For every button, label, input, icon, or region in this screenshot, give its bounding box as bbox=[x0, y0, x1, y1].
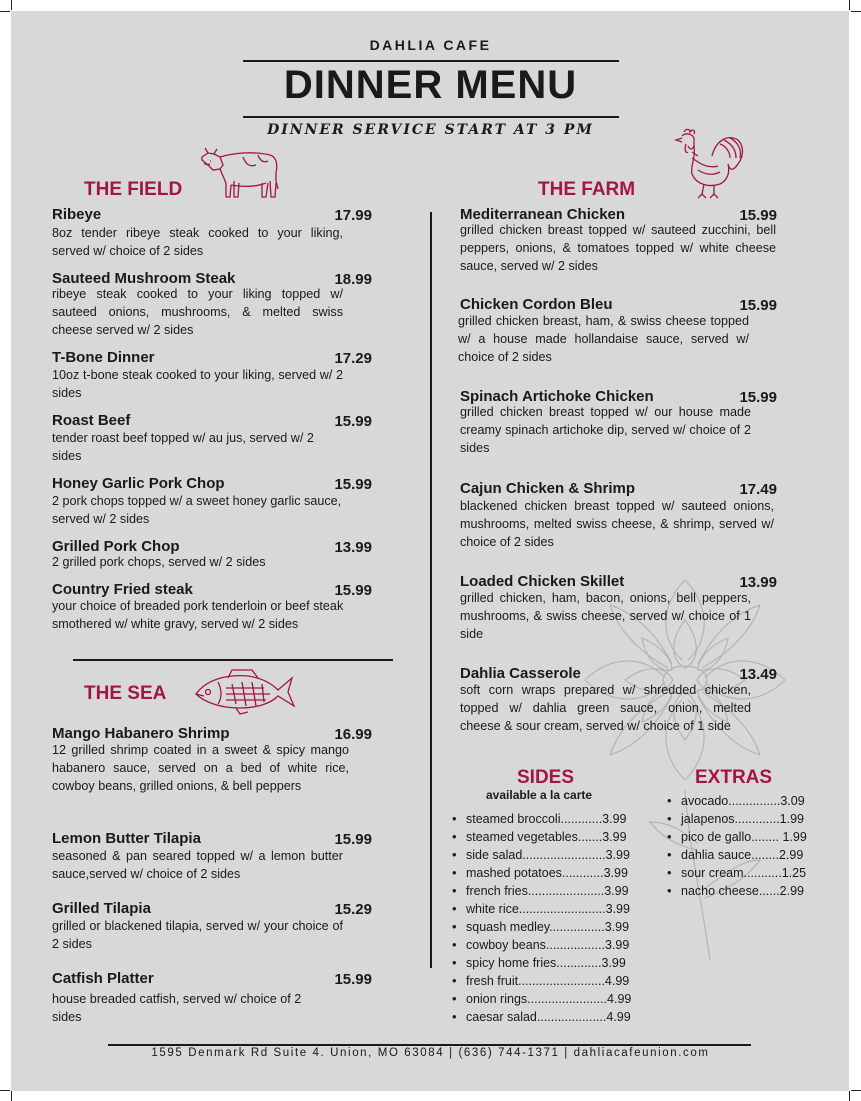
menu-item-price: 15.99 bbox=[739, 297, 777, 314]
list-item: • onion rings.......................4.99 bbox=[452, 990, 631, 1008]
menu-item-price: 15.99 bbox=[739, 207, 777, 224]
service-time-subtitle: DINNER SERVICE START AT 3 PM bbox=[267, 122, 594, 138]
menu-item-price: 15.99 bbox=[334, 831, 372, 848]
column-divider bbox=[430, 212, 432, 968]
menu-item-name: Honey Garlic Pork Chop bbox=[52, 475, 225, 492]
list-item: • nacho cheese......2.99 bbox=[667, 882, 807, 900]
menu-item-price: 17.29 bbox=[334, 350, 372, 367]
menu-item-description: seasoned & pan seared topped w/ a lemon butter sauce,served w/ choice of 2 sides bbox=[52, 849, 343, 881]
menu-item-price: 15.99 bbox=[334, 476, 372, 493]
menu-item-description: house breaded catfish, served w/ choice of 2 sides bbox=[52, 992, 302, 1024]
menu-item-price: 13.99 bbox=[334, 539, 372, 556]
menu-item-name: Grilled Tilapia bbox=[52, 900, 151, 917]
list-item: • steamed broccoli............3.99 bbox=[452, 810, 631, 828]
menu-item-description: grilled chicken breast topped w/ sauteed zucchini, bell peppers, onions, & tomatoes topped w/ white cheese sauce, served w/ 2 sides bbox=[460, 223, 776, 273]
list-item: • pico de gallo........ 1.99 bbox=[667, 828, 807, 846]
menu-item-description: 8oz tender ribeye steak cooked to your liking, served w/ choice of 2 sides bbox=[52, 226, 343, 258]
sides-note: available a la carte bbox=[486, 788, 593, 802]
list-item: • mashed potatoes............3.99 bbox=[452, 864, 631, 882]
list-item: • side salad........................3.99 bbox=[452, 846, 631, 864]
menu-item-description: grilled chicken breast topped w/ our house made creamy spinach artichoke dip, served w/ choice of 2 sides bbox=[460, 405, 751, 455]
menu-item-name: Lemon Butter Tilapia bbox=[52, 830, 201, 847]
menu-item-price: 15.99 bbox=[334, 413, 372, 430]
menu-item-price: 17.49 bbox=[739, 481, 777, 498]
section-heading-farm: THE FARM bbox=[538, 179, 636, 200]
menu-item-name: Sauteed Mushroom Steak bbox=[52, 270, 236, 287]
menu-item-price: 15.99 bbox=[334, 582, 372, 599]
menu-item-price: 16.99 bbox=[334, 726, 372, 743]
list-item: • jalapenos.............1.99 bbox=[667, 810, 807, 828]
menu-item-description: blackened chicken breast topped w/ sauteed onions, mushrooms, melted swiss cheese, & shrimp, served w/ choice of 2 sides bbox=[460, 499, 774, 549]
extras-list bbox=[667, 792, 807, 900]
menu-item-price: 17.99 bbox=[334, 207, 372, 224]
section-heading-field: THE FIELD bbox=[84, 179, 183, 200]
menu-item-name: Mediterranean Chicken bbox=[460, 206, 626, 223]
cafe-name: DAHLIA CAFE bbox=[369, 37, 492, 53]
menu-item-description: grilled chicken, ham, bacon, onions, bell peppers, mushrooms, & swiss cheese, served w/ choice of 1 side bbox=[460, 591, 751, 641]
list-item: • spicy home fries.............3.99 bbox=[452, 954, 631, 972]
menu-item-description: 10oz t-bone steak cooked to your liking, served w/ 2 sides bbox=[52, 368, 343, 400]
rooster-illustration bbox=[672, 126, 748, 202]
footer-rule bbox=[108, 1044, 751, 1046]
list-item: • fresh fruit.........................4.99 bbox=[452, 972, 631, 990]
list-item: • french fries......................3.99 bbox=[452, 882, 631, 900]
menu-item-description: grilled or blackened tilapia, served w/ your choice of 2 sides bbox=[52, 919, 343, 951]
menu-item-name: Cajun Chicken & Shrimp bbox=[460, 480, 636, 497]
menu-item-description: soft corn wraps prepared w/ shredded chicken, topped w/ dahlia green sauce, onion, melted cheese & sour cream, served w/ choice of 1 side bbox=[460, 683, 751, 733]
header-rule-top bbox=[243, 60, 619, 62]
sides-list bbox=[452, 810, 631, 1026]
list-item: • dahlia sauce........2.99 bbox=[667, 846, 807, 864]
list-item: • white rice.........................3.99 bbox=[452, 900, 631, 918]
menu-item-name: T-Bone Dinner bbox=[52, 349, 155, 366]
menu-item-description: ribeye steak cooked to your liking topped w/ sauteed onions, mushrooms, & melted swiss cheese served w/ 2 sides bbox=[52, 287, 343, 337]
menu-item-name: Loaded Chicken Skillet bbox=[460, 573, 625, 590]
list-item: • steamed vegetables.......3.99 bbox=[452, 828, 631, 846]
menu-item-price: 13.49 bbox=[739, 666, 777, 683]
menu-item-price: 18.99 bbox=[334, 271, 372, 288]
section-heading-sea: THE SEA bbox=[84, 683, 167, 704]
list-item: • sour cream...........1.25 bbox=[667, 864, 807, 882]
crop-mark bbox=[849, 0, 850, 10]
list-item: • squash medley................3.99 bbox=[452, 918, 631, 936]
menu-item-price: 15.29 bbox=[334, 901, 372, 918]
crop-mark bbox=[851, 11, 861, 12]
section-heading-extras: EXTRAS bbox=[695, 767, 773, 788]
crop-mark bbox=[0, 11, 10, 12]
menu-item-name: Mango Habanero Shrimp bbox=[52, 725, 230, 742]
crop-mark bbox=[849, 1091, 850, 1101]
menu-item-name: Grilled Pork Chop bbox=[52, 538, 180, 555]
menu-title: DINNER MENU bbox=[283, 63, 578, 107]
section-divider bbox=[73, 659, 393, 661]
menu-item-price: 13.99 bbox=[739, 574, 777, 591]
header-rule-bottom bbox=[243, 116, 619, 118]
list-item: • avocado...............3.09 bbox=[667, 792, 807, 810]
menu-item-name: Chicken Cordon Bleu bbox=[460, 296, 613, 313]
crop-mark bbox=[851, 1090, 861, 1091]
menu-item-description: 2 grilled pork chops, served w/ 2 sides bbox=[52, 555, 266, 569]
list-item: • cowboy beans.................3.99 bbox=[452, 936, 631, 954]
menu-item-price: 15.99 bbox=[739, 389, 777, 406]
crop-mark bbox=[0, 1090, 10, 1091]
crop-mark bbox=[11, 1091, 12, 1101]
menu-item-name: Catfish Platter bbox=[52, 970, 154, 987]
menu-item-description: 12 grilled shrimp coated in a sweet & spicy mango habanero sauce, served on a bed of white rice, cowboy beans, grilled onions, & bell peppers bbox=[52, 743, 349, 793]
fish-illustration bbox=[192, 666, 300, 716]
menu-item-description: 2 pork chops topped w/ a sweet honey garlic sauce, served w/ 2 sides bbox=[52, 494, 342, 526]
list-item: • caesar salad....................4.99 bbox=[452, 1008, 631, 1026]
crop-mark bbox=[11, 0, 12, 10]
cow-illustration bbox=[198, 145, 284, 203]
menu-item-name: Dahlia Casserole bbox=[460, 665, 581, 682]
menu-item-price: 15.99 bbox=[334, 971, 372, 988]
menu-item-description: grilled chicken breast, ham, & swiss cheese topped w/ a house made hollandaise sauce, served w/ choice of 2 sides bbox=[458, 314, 749, 364]
section-heading-sides: SIDES bbox=[517, 767, 575, 788]
menu-item-description: your choice of breaded pork tenderloin or beef steak smothered w/ white gravy, served w/ 2 sides bbox=[52, 599, 344, 631]
menu-item-name: Spinach Artichoke Chicken bbox=[460, 388, 654, 405]
menu-item-name: Roast Beef bbox=[52, 412, 131, 429]
menu-item-name: Country Fried steak bbox=[52, 581, 193, 598]
menu-item-name: Ribeye bbox=[52, 206, 102, 223]
footer-contact: 1595 Denmark Rd Suite 4. Union, MO 63084 | (636) 744-1371 | dahliacafeunion.com bbox=[151, 1047, 710, 1059]
menu-item-description: tender roast beef topped w/ au jus, served w/ 2 sides bbox=[52, 431, 314, 463]
